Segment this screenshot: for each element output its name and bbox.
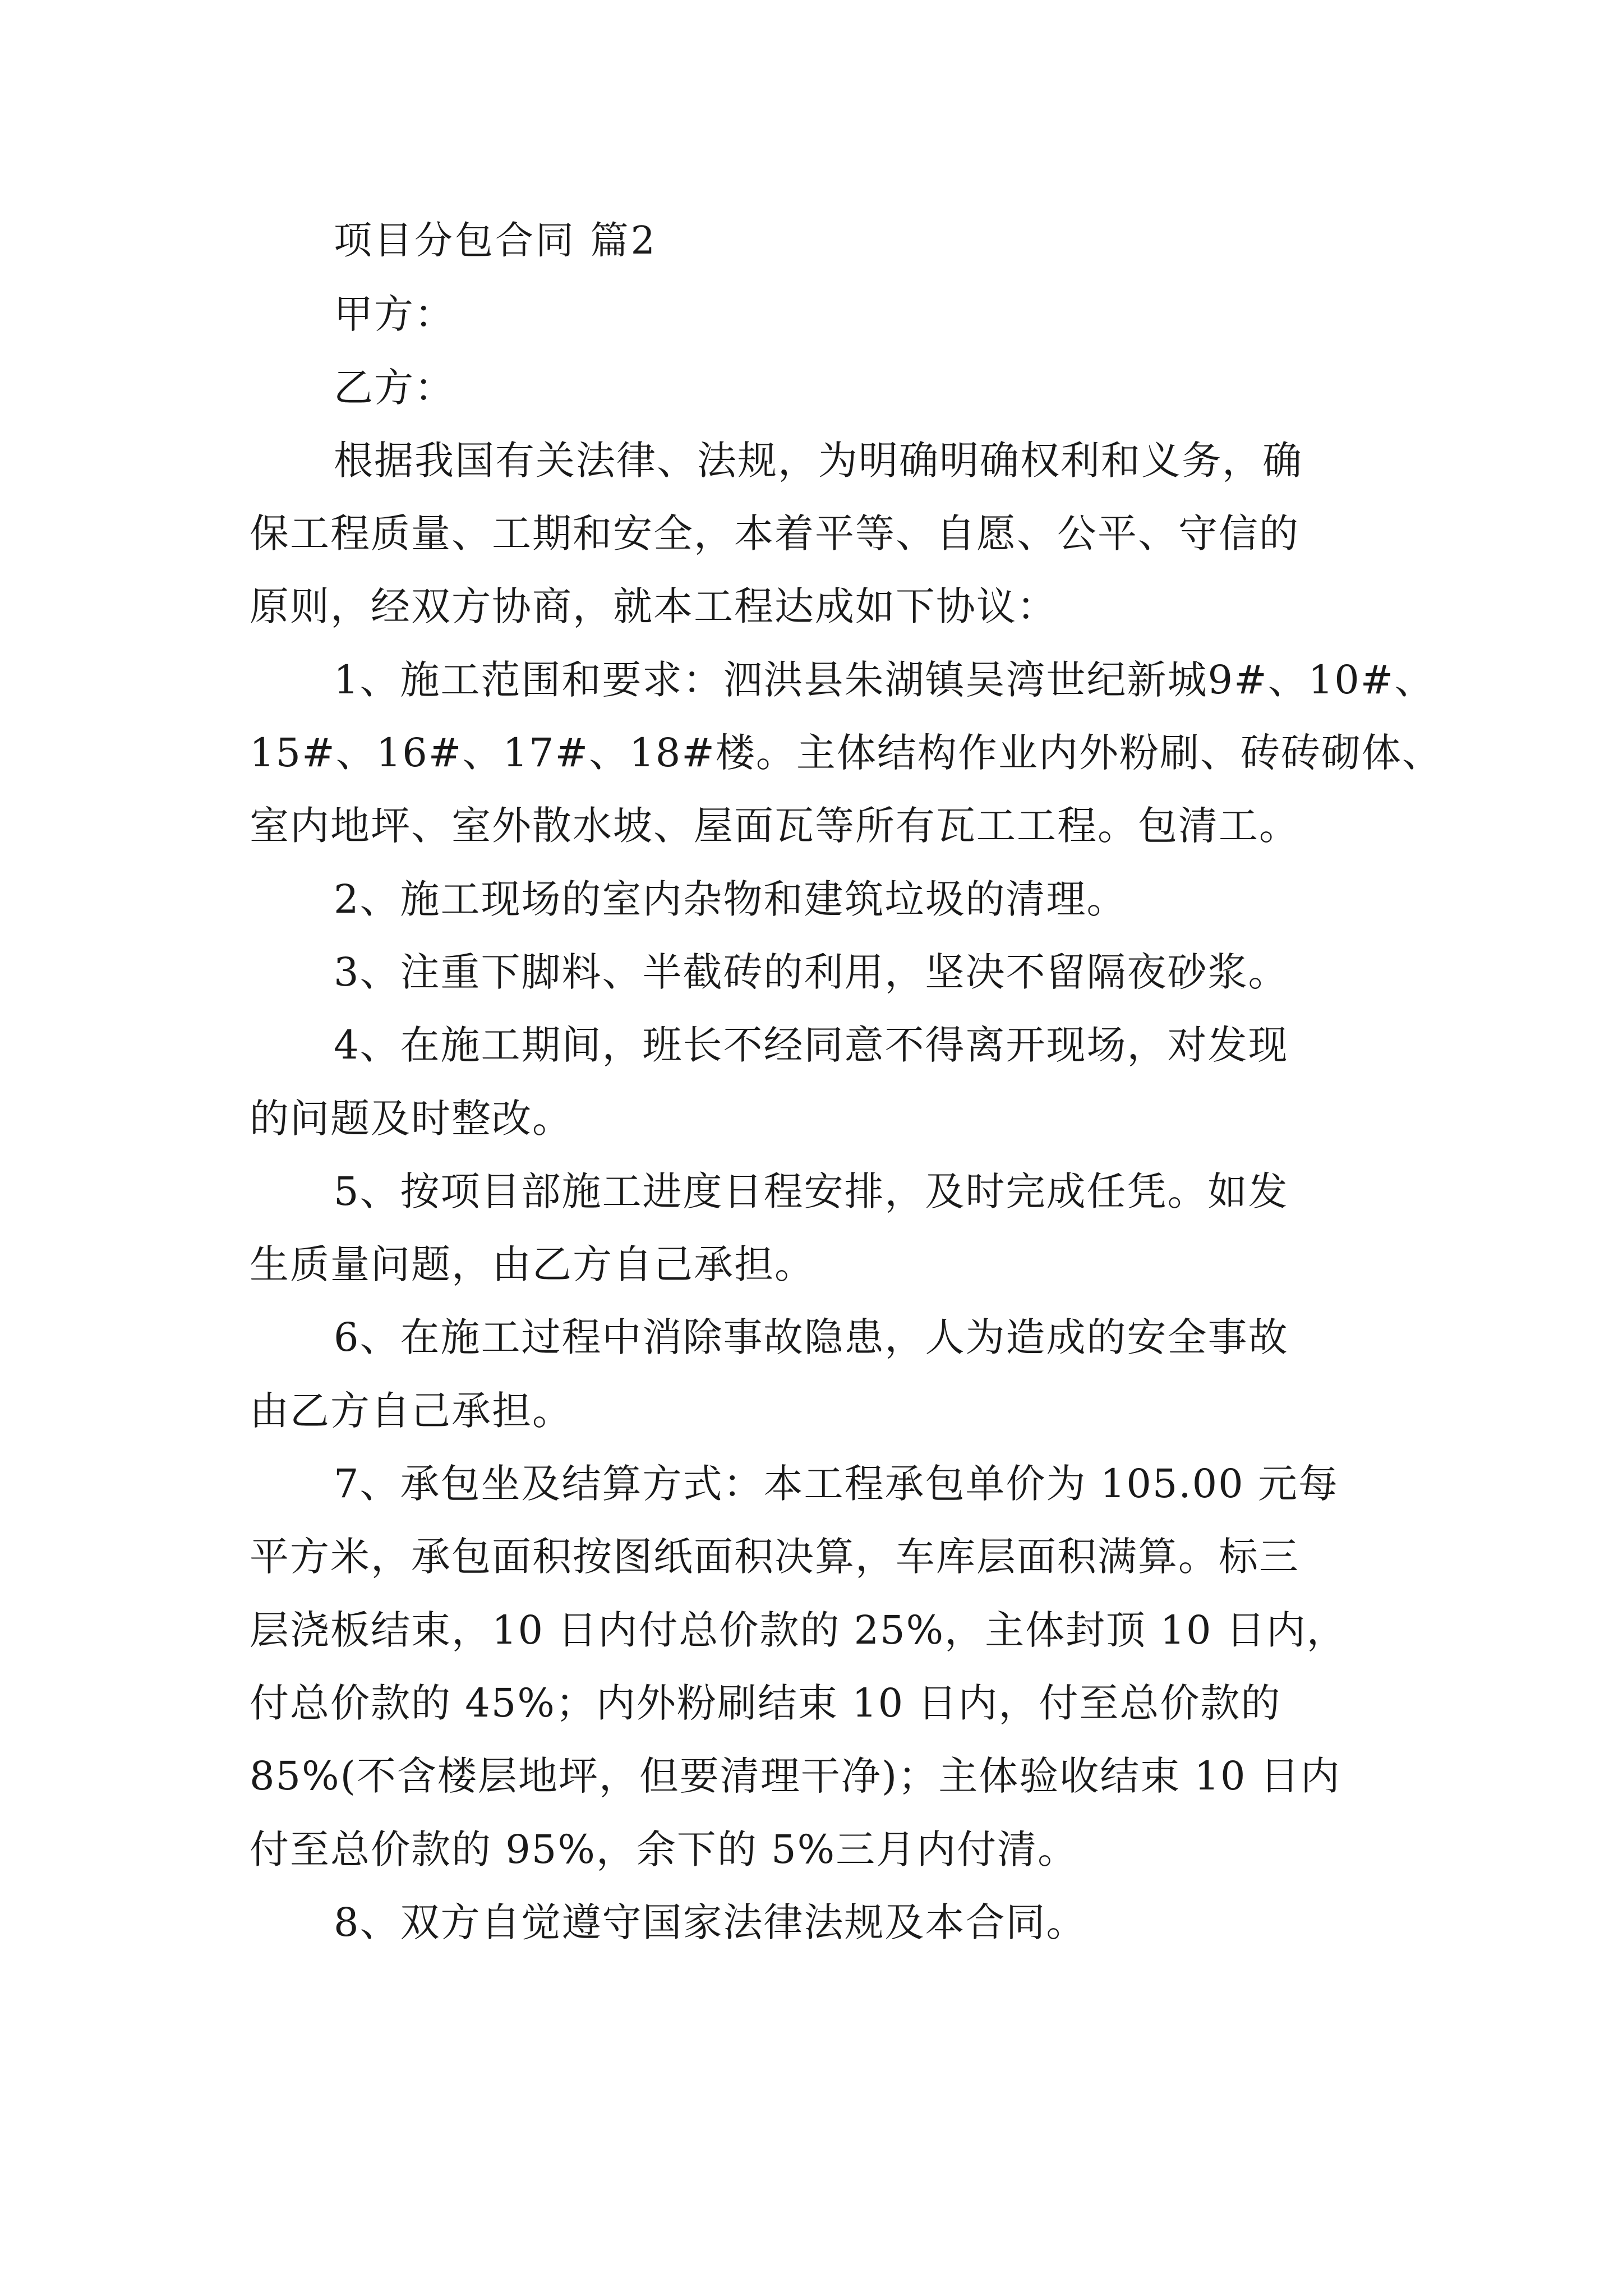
paragraph-line: 根据我国有关法律、法规，为明确明确权利和义务，确	[334, 437, 1303, 484]
paragraph-clause-5	[250, 1155, 1391, 1301]
paragraph-line: 付至总价款的 95%，余下的 5%三月内付清。	[250, 1826, 1078, 1872]
paragraph-line: 生质量问题，由乙方自己承担。	[250, 1241, 815, 1288]
paragraph-line: 85%(不含楼层地坪，但要清理干净)；主体验收结束 10 日内	[250, 1753, 1341, 1800]
paragraph-clause-7	[250, 1447, 1391, 1886]
paragraph-line: 2、施工现场的室内杂物和建筑垃圾的清理。	[334, 876, 1127, 922]
document-title: 项目分包合同 篇2	[334, 219, 657, 263]
paragraph-clause-6	[250, 1301, 1391, 1447]
paragraph-clause-2	[250, 863, 1391, 936]
party-a-label: 甲方：	[334, 291, 455, 338]
paragraph-line: 层浇板结束，10 日内付总价款的 25%，主体封顶 10 日内，	[250, 1607, 1347, 1653]
paragraph-line: 保工程质量、工期和安全，本着平等、自愿、公平、守信的	[250, 510, 1299, 557]
paragraph-line: 6、在施工过程中消除事故隐患，人为造成的安全事故	[334, 1314, 1289, 1361]
paragraph-line: 原则，经双方协商，就本工程达成如下协议：	[250, 583, 1057, 630]
paragraph-clause-1	[250, 643, 1442, 863]
paragraph-line: 5、按项目部施工进度日程安排，及时完成任凭。如发	[334, 1168, 1289, 1214]
paragraph-clause-8	[250, 1886, 1391, 1959]
paragraph-line: 付总价款的 45%；内外粉刷结束 10 日内，付至总价款的	[250, 1680, 1281, 1726]
paragraph-line: 4、在施工期间，班长不经同意不得离开现场，对发现	[334, 1022, 1289, 1069]
paragraph-line: 的问题及时整改。	[250, 1095, 573, 1142]
paragraph-line: 7、承包坐及结算方式：本工程承包单价为 105.00 元每	[334, 1461, 1339, 1507]
party-b-label: 乙方：	[334, 364, 455, 411]
paragraph-line: 平方米，承包面积按图纸面积决算，车库层面积满算。标三	[250, 1534, 1299, 1580]
paragraph-clause-4	[250, 1009, 1391, 1155]
paragraph-line: 室内地坪、室外散水坡、屋面瓦等所有瓦工工程。包清工。	[250, 803, 1299, 849]
paragraph-line: 3、注重下脚料、半截砖的利用，坚决不留隔夜砂浆。	[334, 949, 1289, 995]
paragraph-line: 由乙方自己承担。	[250, 1387, 573, 1434]
paragraph-line: 15#、16#、17#、18#楼。主体结构作业内外粉刷、砖砖砌体、	[250, 730, 1442, 776]
document-body	[250, 205, 1442, 1959]
paragraph-preamble	[250, 424, 1391, 643]
paragraph-clause-3	[250, 936, 1391, 1009]
paragraph-line: 8、双方自觉遵守国家法律法规及本合同。	[334, 1899, 1087, 1945]
paragraph-line: 1、施工范围和要求：泗洪县朱湖镇吴湾世纪新城9#、10#、	[334, 656, 1435, 703]
